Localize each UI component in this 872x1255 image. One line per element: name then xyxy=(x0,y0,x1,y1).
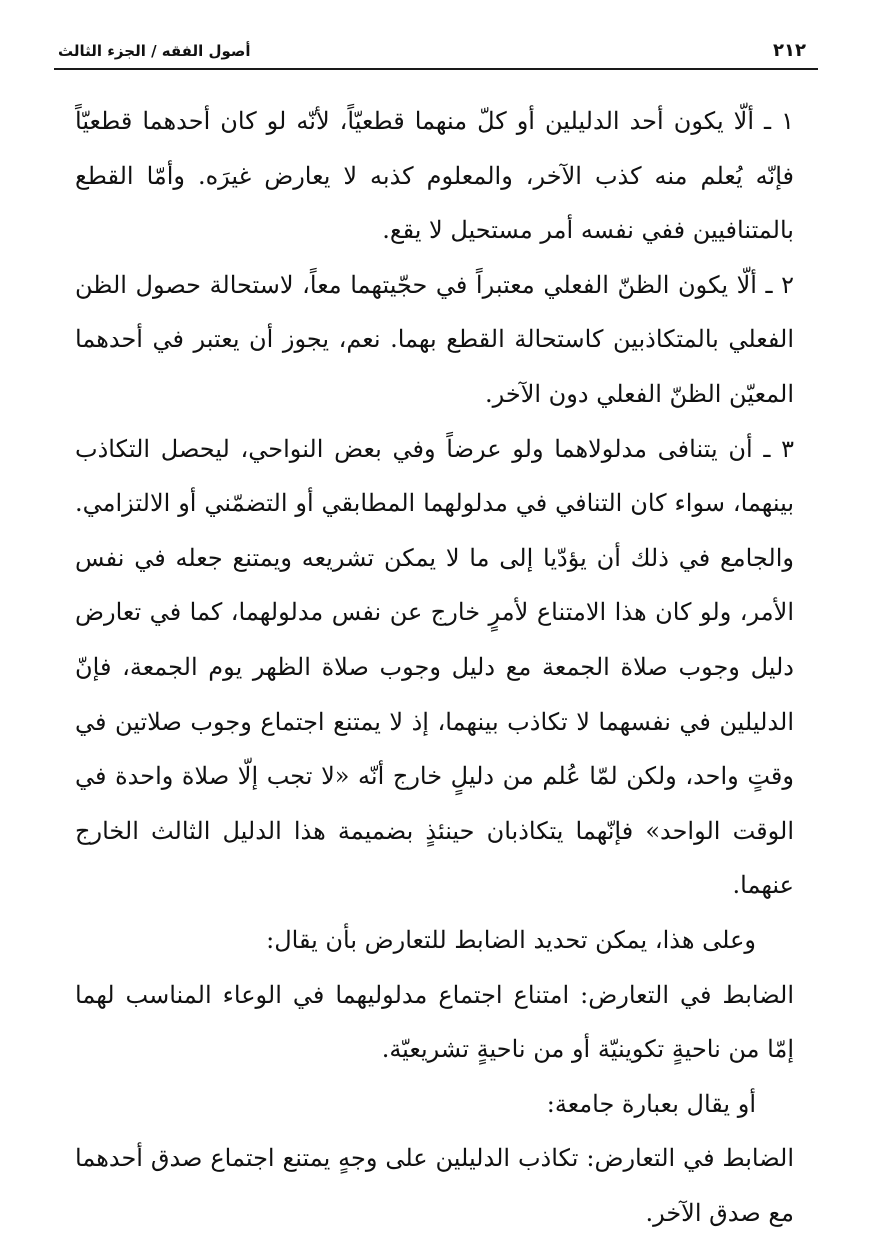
alternative-intro-paragraph: أو يقال بعبارة جامعة: xyxy=(546,1089,756,1118)
condition-paragraph-2: ٢ ـ ألّا يكون الظنّ الفعلي معتبراً في حجّيتهما معاً، لاستحالة حصول الظن الفعلي بالمتكاذبين كاستحالة القطع بهما. نعم، يجوز أن يعتبر في أحدهما المعيّن الظنّ الفعلي دون الآخر. xyxy=(75,270,794,408)
condition-paragraph-3: ٣ ـ أن يتنافى مدلولاهما ولو عرضاً وفي بعض النواحي، ليحصل التكاذب بينهما، سواء كان التنافي في مدلولهما المطابقي أو التضمّني أو الالتزامي. والجامع في ذلك أن يؤدّيا إلى ما لا يمكن تشريعه ويمتنع جعله في نفس الأمر، ولو كان هذا الامتناع لأمرٍ خارج عن نفس مدلولهما، كما في تعارض دليل وجوب صلاة الجمعة مع دليل وجوب صلاة الظهر يوم الجمعة، فإنّ الدليلين في نفسهما لا تكاذب بينهما، إذ لا يمتنع اجتماع وجوب صلاتين في وقتٍ واحد، ولكن لمّا عُلم من دليلٍ خارج أنّه «لا تجب إلّا صلاة واحدة في الوقت الواحد» فإنّهما يتكاذبان حينئذٍ بضميمة هذا الدليل الثالث الخارج عنهما. xyxy=(75,434,794,900)
page-body xyxy=(75,94,794,1240)
page-number: ٢١٢ xyxy=(773,40,806,61)
criterion-paragraph-1: الضابط في التعارض: امتناع اجتماع مدلوليهما في الوعاء المناسب لهما إمّا من ناحيةٍ تكوينيّة أو من ناحيةٍ تشريعيّة. xyxy=(75,980,794,1064)
intro-paragraph: وعلى هذا، يمكن تحديد الضابط للتعارض بأن يقال: xyxy=(266,925,756,954)
page-header xyxy=(54,34,818,70)
criterion-paragraph-2: الضابط في التعارض: تكاذب الدليلين على وجهٍ يمتنع اجتماع صدق أحدهما مع صدق الآخر. xyxy=(75,1144,794,1227)
running-title: أصول الفقه / الجزء الثالث xyxy=(58,42,251,60)
condition-paragraph-1: ١ ـ ألّا يكون أحد الدليلين أو كلّ منهما قطعيّاً، لأنّه لو كان أحدهما قطعيّاً فإنّه يُعلم منه كذب الآخر، والمعلوم كذبه لا يعارض غيرَه. وأمّا القطع بالمتنافيين ففي نفسه أمر مستحيل لا يقع. xyxy=(75,107,794,245)
